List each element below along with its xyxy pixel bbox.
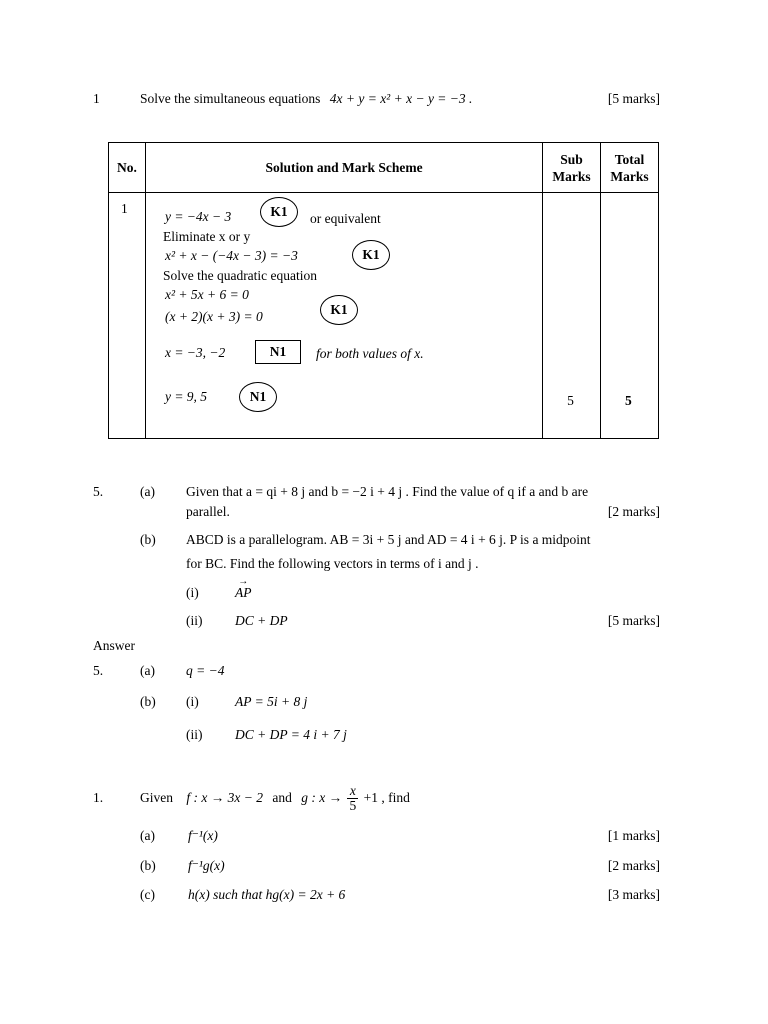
line-both-values-note: for both values of x. (315, 346, 424, 361)
answer-a-label: (a) (140, 663, 155, 678)
q1b-c-marks: [3 marks] (607, 887, 660, 902)
q1b-given: Given (140, 790, 173, 805)
q1b-a-marks: [1 marks] (607, 828, 660, 843)
line-substitution: x² + x − (−4x − 3) = −3 (164, 248, 298, 263)
mark-k1-second: K1 (352, 240, 390, 270)
total-marks-cell (601, 193, 659, 439)
header-no: No. (109, 143, 146, 193)
q5b-text: ABCD is a parallelogram. AB = 3i + 5 j and AD = 4 i + 6 j. P is a midpoint (186, 532, 591, 547)
q5a-marks: [2 marks] (607, 504, 660, 519)
line-y-values: y = 9, 5 (164, 389, 208, 404)
header-total-marks: Total Marks (601, 143, 659, 193)
q1b-f-def: f : x → 3x − 2 (186, 790, 263, 805)
line-x-values: x = −3, −2 (164, 345, 226, 360)
mark-scheme-table (108, 142, 659, 439)
header-sub-marks: Sub Marks (543, 143, 601, 193)
sub-marks-cell (543, 193, 601, 439)
q1b-text (140, 783, 410, 813)
line-factorised: (x + 2)(x + 3) = 0 (164, 309, 263, 324)
answer-bi-text: AP = 5i + 8 j (235, 694, 308, 709)
line-solve-quadratic: Solve the quadratic equation (162, 268, 318, 283)
q5b-text-continued: for BC. Find the following vectors in terms of i and j . (186, 556, 479, 571)
q1-text (140, 91, 472, 107)
answer-bii-text: DC + DP = 4 i + 7 j (235, 727, 347, 742)
q5a-text: Given that a = qi + 8 j and b = −2 i + 4 j . Find the value of q if a and b are (186, 484, 589, 499)
answer-b-label: (b) (140, 694, 156, 709)
q1b-g-tail: +1 , find (363, 790, 410, 805)
q5a-text-continued: parallel. (186, 504, 230, 519)
answer-a-text: q = −4 (186, 663, 225, 678)
q1b-number: 1. (93, 790, 104, 805)
q1b-c-text: h(x) such that hg(x) = 2x + 6 (188, 887, 346, 902)
total-marks-value: 5 (625, 393, 632, 408)
q5bii-text: DC + DP (235, 613, 288, 628)
q5b-marks: [5 marks] (607, 613, 660, 628)
q5b-label: (b) (140, 532, 156, 547)
answer-bi-label: (i) (186, 694, 199, 709)
header-solution: Solution and Mark Scheme (145, 143, 542, 193)
answer-number: 5. (93, 663, 104, 678)
mark-k1-third: K1 (320, 295, 358, 325)
solution-cell (145, 193, 542, 439)
vector-ap: → AP (235, 585, 252, 601)
q1-prompt: Solve the simultaneous equations (140, 91, 321, 106)
q1b-b-marks: [2 marks] (607, 858, 660, 873)
q1b-frac-num: x (347, 784, 358, 799)
row-number-cell (109, 193, 146, 439)
q5bii-label: (ii) (186, 613, 203, 628)
q1b-b-label: (b) (140, 858, 156, 873)
q1b-c-label: (c) (140, 887, 155, 902)
q1b-and: and (272, 790, 292, 805)
line-quadratic: x² + 5x + 6 = 0 (164, 287, 249, 302)
q1-equations: 4x + y = x² + x − y = −3 . (329, 91, 473, 106)
q5bi-label: (i) (186, 585, 199, 600)
q1b-fraction (347, 784, 358, 813)
sub-marks-value: 5 (567, 393, 574, 408)
answer-heading: Answer (93, 638, 135, 653)
q1-marks: [5 marks] (607, 91, 660, 106)
q1b-frac-den: 5 (349, 798, 357, 814)
mark-n1-circle: N1 (239, 382, 277, 412)
line-eliminate: Eliminate x or y (162, 229, 251, 244)
answer-bii-label: (ii) (186, 727, 203, 742)
q5-number: 5. (93, 484, 104, 499)
q1b-b-text: f⁻¹g(x) (188, 858, 225, 873)
row-number: 1 (121, 201, 128, 216)
q1-number: 1 (93, 91, 100, 106)
q1b-a-text: f⁻¹(x) (188, 828, 218, 843)
mark-n1-box: N1 (255, 340, 301, 364)
q5a-label: (a) (140, 484, 155, 499)
q5bi-text (235, 585, 252, 601)
mark-k1-first: K1 (260, 197, 298, 227)
line-y-eq: y = −4x − 3 (164, 209, 232, 224)
q1b-a-label: (a) (140, 828, 155, 843)
line-or-equivalent: or equivalent (309, 211, 381, 226)
q1b-g-def: g : x → (301, 790, 343, 805)
